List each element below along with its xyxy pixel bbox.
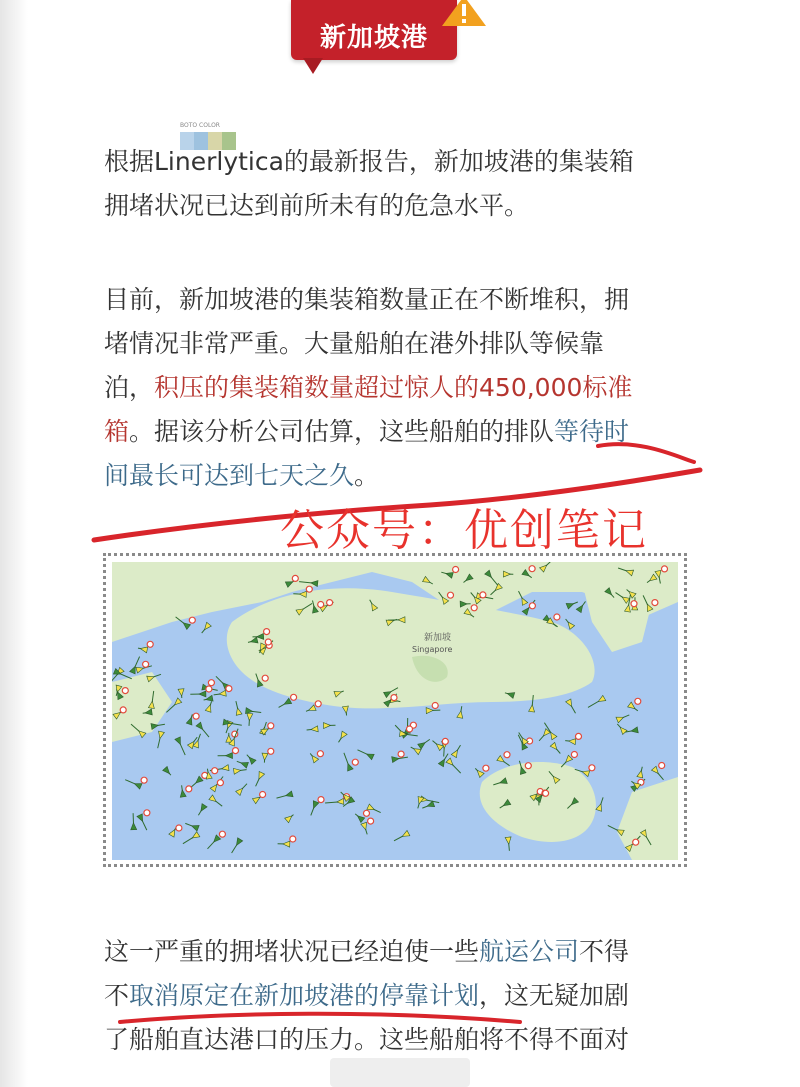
text-span: 泊， bbox=[104, 373, 155, 402]
highlight-blue-text: 间最长可达到七天之久 bbox=[104, 461, 355, 490]
text-line bbox=[104, 974, 704, 1018]
text-span: 不 bbox=[104, 981, 130, 1010]
watermark-text: 公众号：优创笔记 bbox=[280, 505, 648, 556]
highlight-red-text: 积压的集装箱数量超过惊人的450,000标准 bbox=[154, 373, 633, 402]
highlight-red-text: 箱 bbox=[104, 417, 130, 446]
section-title: 新加坡港 bbox=[319, 23, 428, 53]
map-city-label: 新加坡 bbox=[424, 633, 452, 643]
pen-underline bbox=[598, 444, 694, 462]
highlight-blue-text: 取消原定在新加坡港的停靠计划 bbox=[129, 981, 480, 1010]
text-span: ，这无疑加剧 bbox=[479, 981, 630, 1010]
highlight-blue-text: 航运公司 bbox=[479, 937, 580, 966]
text-line: 堵情况非常严重。大量船舶在港外排队等候靠 bbox=[104, 329, 605, 358]
text-line: 了船舶直达港口的压力。这些船舶将不得不面对 bbox=[104, 1025, 630, 1054]
text-line: 根据Linerlytica的最新报告，新加坡港的集装箱 bbox=[104, 147, 634, 176]
color-chip-label: BOTO COLOR bbox=[180, 122, 220, 129]
text-line: 目前，新加坡港的集装箱数量正在不断堆积，拥 bbox=[104, 285, 630, 314]
text-line bbox=[104, 930, 704, 974]
map-city-label-en: Singapore bbox=[412, 645, 453, 654]
highlight-blue-text: 等待时 bbox=[554, 417, 630, 446]
port-congestion-map bbox=[112, 562, 678, 860]
text-span: 。据该分析公司估算，这些船舶的排队 bbox=[129, 417, 555, 446]
text-span: 。 bbox=[354, 461, 380, 490]
blurred-overlay bbox=[330, 1058, 470, 1087]
paragraph-impact bbox=[104, 930, 704, 1062]
text-span: 不得 bbox=[579, 937, 630, 966]
text-span: 这一严重的拥堵状况已经迫使一些 bbox=[104, 937, 480, 966]
text-line: 拥堵状况已达到前所未有的危急水平。 bbox=[104, 191, 530, 220]
